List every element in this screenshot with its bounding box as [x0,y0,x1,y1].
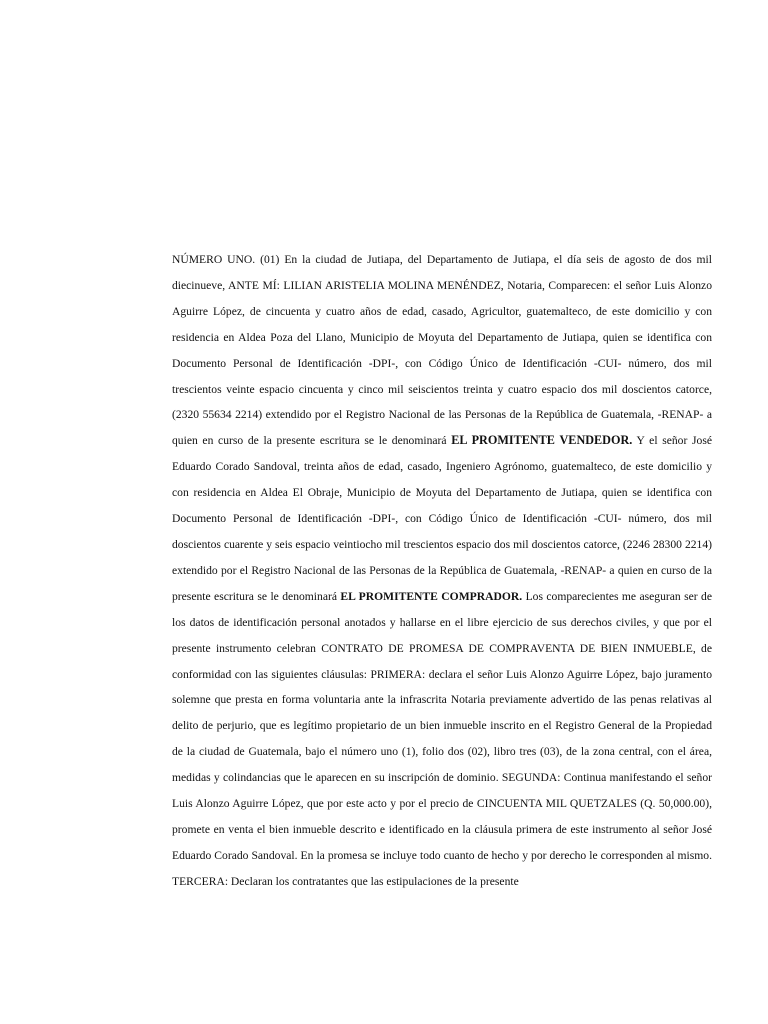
deed-body-text [172,247,712,895]
deed-text-part-2: Y el señor José Eduardo Corado Sandoval, treinta años de edad, casado, Ingeniero Agrónomo, guatemalteco, de este domicilio y con residencia en Aldea El Obraje, Municipio de Moyuta del Departamento de Jutiapa, quien se identifica con Documento Personal de Identificación -DPI-, con Código Único de Identificación -CUI- número, dos mil doscientos cuarente y seis espacio veintiocho mil trescientos espacio dos mil doscientos catorce, (2246 28300 2214) extendido por el Registro Nacional de las Personas de la República de Guatemala, -RENAP- a quien en curso de la presente escritura se le denominará [172,434,712,603]
deed-text-part-3: Los comparecientes me aseguran ser de los datos de identificación personal anotados y hallarse en el libre ejercicio de sus derechos civiles, y que por el presente instrumento celebran CONTRATO DE PROMESA DE COMPRAVENTA DE BIEN INMUEBLE, de conformidad con las siguientes cláusulas: PRIMERA: declara el señor Luis Alonzo Aguirre López, bajo juramento solemne que presta en forma voluntaria ante la infrascrita Notaria previamente advertido de las penas relativas al delito de perjurio, que es legítimo propietario de un bien inmueble inscrito en el Registro General de la Propiedad de la ciudad de Guatemala, bajo el número uno (1), folio dos (02), libro tres (03), de la zona central, con el área, medidas y colindancias que le aparecen en su inscripción de dominio. SEGUNDA: Continua manifestando el señor Luis Alonzo Aguirre López, que por este acto y por el precio de CINCUENTA MIL QUETZALES (Q. 50,000.00), promete en venta el bien inmueble descrito e identificado en la cláusula primera de este instrumento al señor José Eduardo Corado Sandoval. En la promesa se incluye todo cuanto de hecho y por derecho le corresponden al mismo. TERCERA: Declaran los contratantes que las estipulaciones de la presente [172,589,712,888]
promitente-vendedor-label: EL PROMITENTE VENDEDOR. [451,433,633,448]
promitente-comprador-label: EL PROMITENTE COMPRADOR. [340,589,523,603]
deed-text-part-1: NÚMERO UNO. (01) En la ciudad de Jutiapa, del Departamento de Jutiapa, el día seis de agosto de dos mil diecinueve, ANTE MÍ: LILIAN ARISTELIA MOLINA MENÉNDEZ, Notaria, Comparecen: el señor Luis Alonzo Aguirre López, de cincuenta y cuatro años de edad, casado, Agricultor, guatemalteco, de este domicilio y con residencia en Aldea Poza del Llano, Municipio de Moyuta del Departamento de Jutiapa, quien se identifica con Documento Personal de Identificación -DPI-, con Código Único de Identificación -CUI- número, dos mil trescientos veinte espacio cincuenta y cinco mil seiscientos treinta y cuatro espacio dos mil doscientos catorce, (2320 55634 2214) extendido por el Registro Nacional de las Personas de la República de Guatemala, -RENAP- a quien en curso de la presente escritura se le denominará [172,253,712,448]
